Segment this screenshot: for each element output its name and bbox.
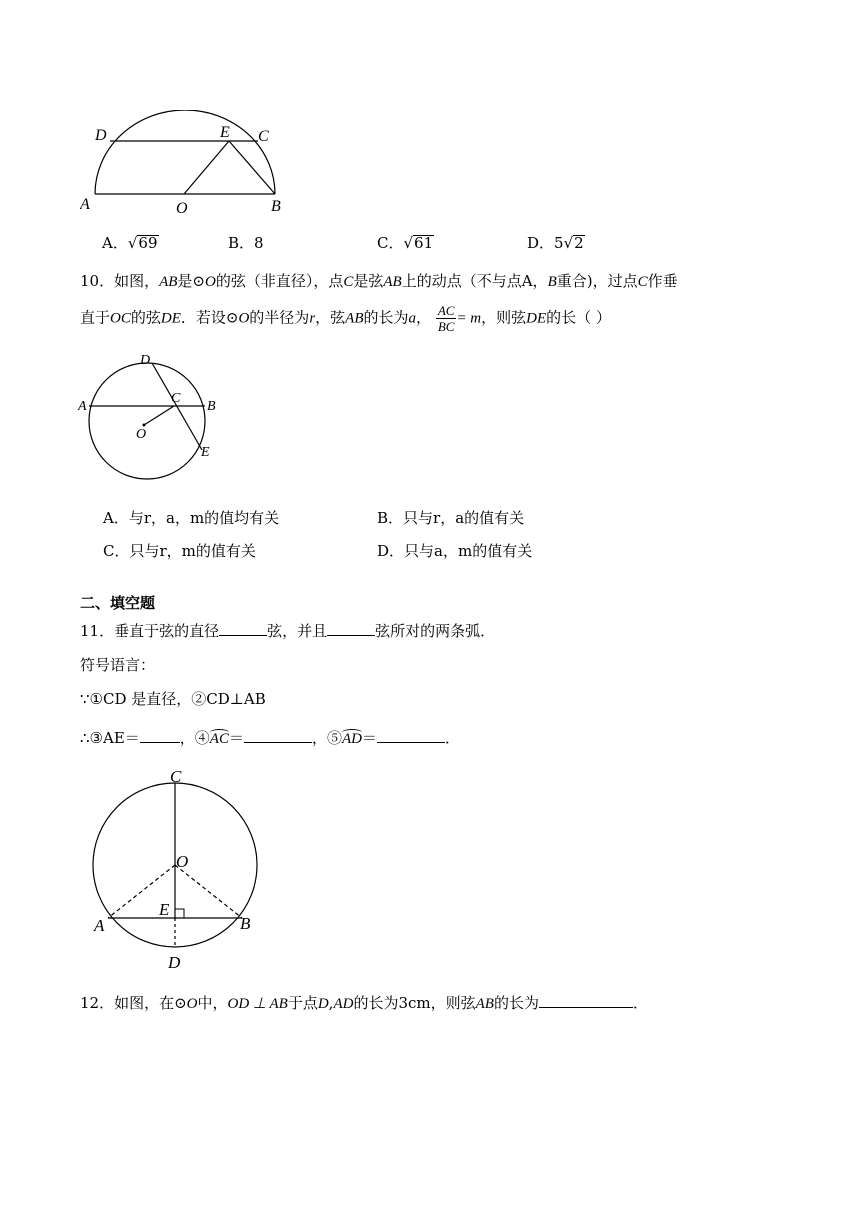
q12-text: 12．如图，在⊙: [80, 994, 187, 1012]
q10-var: B: [547, 274, 557, 290]
q11-text: 弦所对的两条弧．: [375, 622, 496, 640]
q11-blank-1[interactable]: [219, 621, 267, 636]
q10-option-b[interactable]: B．只与r，a的值有关: [377, 509, 525, 527]
q10-text: ，弦: [315, 308, 346, 327]
q11-line1: [80, 620, 495, 641]
q10-var: r: [309, 310, 316, 327]
q10-var: O: [205, 274, 216, 290]
q12-var: AB: [475, 996, 494, 1012]
q10-text: 的长为: [363, 308, 409, 327]
q10-text: 上的动点（不与点A，: [401, 272, 548, 290]
figure-perpendicular-diameter: [88, 765, 268, 975]
label-o: O: [176, 852, 189, 871]
q9-option-d[interactable]: D．5√2: [527, 234, 584, 252]
q11-text: ∴③AE＝: [80, 729, 140, 747]
q11-text: 弦，并且: [267, 622, 328, 640]
label-a: A: [80, 196, 90, 213]
q11-blank-2[interactable]: [327, 621, 375, 636]
q9-option-b-label: B．: [228, 234, 255, 252]
q11-text: ，④: [179, 729, 210, 747]
q9-option-c-radicand: 61: [414, 234, 434, 252]
label-b: B: [240, 914, 251, 933]
q9-option-a-label: A．: [102, 234, 128, 252]
q12-text: 中，: [197, 994, 228, 1012]
q11-text: ．: [445, 729, 461, 747]
q11-text: ＝: [228, 729, 244, 747]
label-e: E: [201, 445, 210, 460]
label-e: E: [159, 900, 170, 919]
q11-blank-ae[interactable]: [140, 728, 180, 743]
q10-text: ，: [416, 308, 432, 327]
q11-blank-arc-ad[interactable]: [377, 728, 445, 743]
label-d: D: [168, 953, 181, 972]
q10-fraction: [436, 303, 457, 334]
q12-var: O: [186, 996, 198, 1012]
label-e: E: [220, 124, 230, 141]
label-b: B: [207, 399, 216, 414]
semicircle-arc: [95, 110, 275, 194]
label-o: O: [176, 200, 188, 217]
q12-var: AD: [333, 996, 354, 1012]
label-b: B: [271, 198, 281, 215]
q10-var: AB: [345, 310, 364, 327]
q9-option-d-radicand: 2: [574, 234, 584, 252]
q10-var: AB: [383, 274, 402, 290]
q10-var: DE: [526, 310, 547, 327]
q10-text: 10．如图，: [80, 272, 160, 290]
q10-var: AB: [159, 274, 178, 290]
segment-eb: [229, 141, 275, 194]
q10-line2: [80, 303, 611, 334]
q9-option-c-label: C．: [377, 234, 404, 252]
q10-option-a[interactable]: A．与r，a，m的值均有关: [103, 509, 280, 527]
q10-text: 的弦: [130, 308, 161, 327]
label-c: C: [171, 391, 181, 406]
right-angle-mark: [175, 909, 184, 918]
q10-text: 的半径为: [249, 308, 310, 327]
q12-text: 于点: [287, 994, 318, 1012]
fraction-denominator: BC: [437, 319, 455, 334]
q12-var: OD ⊥ AB: [227, 996, 288, 1012]
q10-var: OC: [110, 310, 131, 327]
q10-var: a: [408, 310, 417, 327]
q11-text: ＝: [362, 729, 378, 747]
arc-ad: AD: [342, 731, 362, 747]
q12-var: D: [317, 996, 329, 1012]
q11-because: ∵①CD 是直径，②CD⊥AB: [80, 690, 266, 708]
q9-option-c[interactable]: C．√61: [377, 234, 434, 252]
figure-semicircle: [80, 110, 300, 220]
q10-text: 的长（ ）: [546, 308, 611, 327]
q10-var: C: [637, 274, 648, 290]
q11-text: 11．垂直于弦的直径: [80, 622, 220, 640]
circle-o: [89, 363, 205, 479]
label-a: A: [78, 399, 87, 414]
segment-oe: [184, 141, 229, 194]
label-d: D: [95, 127, 107, 144]
q11-symbol-title: 符号语言：: [80, 656, 156, 674]
q9-option-d-coef: 5: [554, 234, 564, 252]
q10-var: C: [343, 274, 354, 290]
q10-text: ．若设⊙: [180, 308, 239, 327]
q11-therefore: [80, 727, 460, 748]
section-title-fill-in: 二、填空题: [80, 594, 156, 612]
q10-option-d[interactable]: D．只与a，m的值有关: [377, 542, 533, 560]
q10-text: 是⊙: [177, 272, 205, 290]
figure-circle-chord: [76, 345, 226, 485]
q12-answer-blank[interactable]: [539, 993, 633, 1008]
q12-text: ．: [632, 994, 648, 1012]
q10-text: ，则弦: [481, 308, 527, 327]
q9-option-b[interactable]: [228, 232, 264, 253]
q10-line1: [80, 270, 678, 291]
segment-oc: [144, 406, 174, 425]
label-d: D: [140, 353, 151, 368]
fraction-numerator: AC: [437, 303, 455, 318]
q9-option-a[interactable]: A．√69: [102, 234, 158, 252]
q12-line: [80, 992, 648, 1013]
label-a: A: [94, 916, 105, 935]
q11-text: ，⑤: [311, 729, 342, 747]
q11-blank-arc-ac[interactable]: [244, 728, 312, 743]
q10-var: O: [238, 310, 250, 327]
q10-text: 是弦: [353, 272, 384, 290]
q10-text: 作垂: [647, 272, 678, 290]
arc-ac: AC: [209, 731, 229, 747]
q12-text: 的长为: [493, 994, 539, 1012]
label-c: C: [258, 128, 269, 145]
q9-option-d-label: D．: [527, 234, 555, 252]
q10-var: DE: [160, 310, 181, 327]
radius-ob-dashed: [175, 865, 242, 918]
q10-var: = m: [456, 310, 482, 327]
q10-text: 的弦（非直径），点: [215, 272, 344, 290]
q10-text: 直于: [80, 308, 111, 327]
q9-option-b-value: 8: [254, 234, 264, 252]
label-c: C: [170, 767, 182, 786]
q10-option-c[interactable]: C．只与r，m的值有关: [103, 542, 256, 560]
q9-option-a-radicand: 69: [138, 234, 158, 252]
label-o: O: [136, 427, 147, 442]
q12-text: ,: [328, 994, 334, 1012]
q10-text: 重合)，过点: [556, 272, 638, 290]
q12-text: 的长为3cm，则弦: [353, 994, 476, 1012]
